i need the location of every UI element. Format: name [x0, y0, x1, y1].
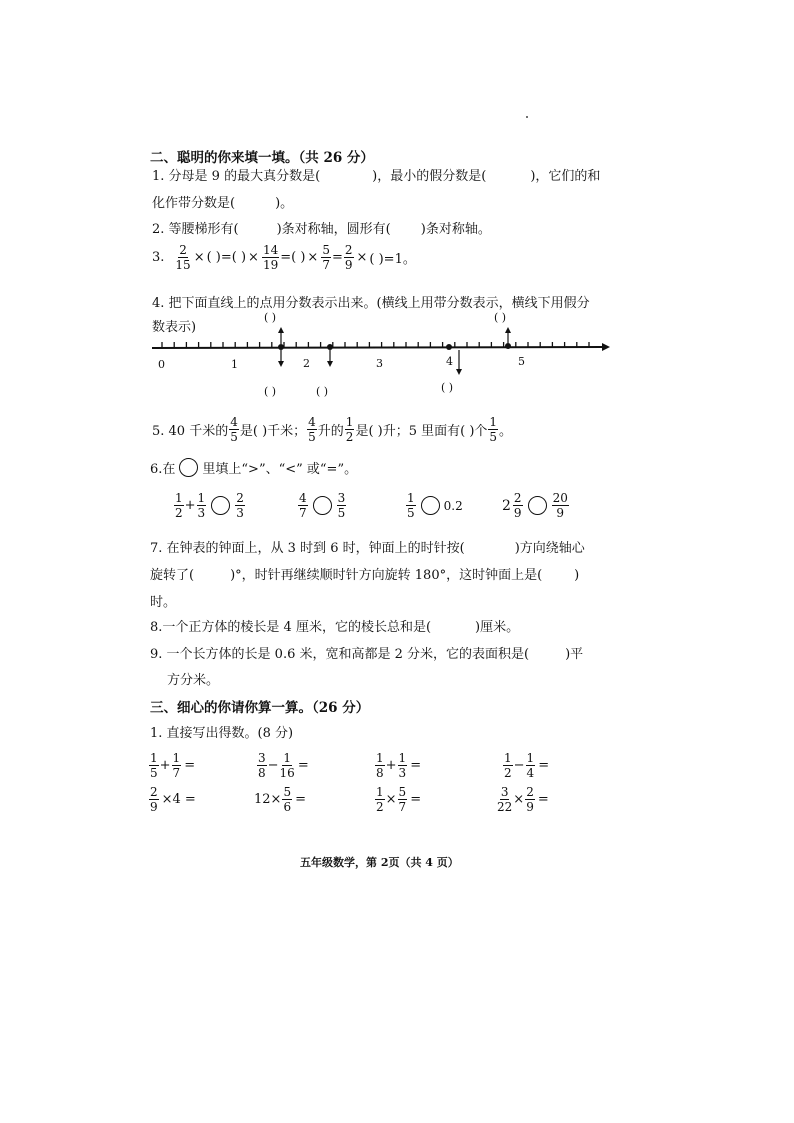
question-4-line-1: 4. 把下面直线上的点用分数表示出来。(横线上用带分数表示，横线下用假分	[152, 296, 590, 311]
compare-circle[interactable]	[211, 496, 230, 515]
fraction: $\frac{5}{7}$	[322, 243, 330, 272]
question-7-line-2: 旋转了( )°，时针再继续顺时针方向旋转 180°，这时钟面上是( )	[150, 568, 580, 583]
calc-1-2: $\frac{3}{8}$ − $\frac{1}{16}$ =	[258, 751, 309, 780]
arrow-up-icon	[278, 327, 284, 344]
arrow-up-icon	[505, 327, 511, 343]
question-9-line-1: 9. 一个长方体的长是 0.6 米，宽和高都是 2 分米，它的表面积是( )平	[150, 647, 584, 662]
arrow-down-icon	[327, 350, 333, 367]
compare-circle[interactable]	[421, 496, 440, 515]
compare-circle[interactable]	[313, 496, 332, 515]
fraction: $\frac{2}{9}$	[344, 243, 353, 272]
answer-blank-below-3: ( )	[441, 381, 454, 394]
compare-expression-3: $\frac{1}{5}$ 0.2	[407, 491, 463, 520]
fraction: $\frac{14}{19}$	[262, 243, 279, 272]
question-8: 8.一个正方体的棱长是 4 厘米，它的棱长总和是( )厘米。	[150, 620, 520, 635]
point-c	[446, 344, 452, 350]
answer-blank-below-2: ( )	[316, 385, 329, 398]
answer-blank-below-1: ( )	[264, 385, 277, 398]
tick-label-3: 3	[376, 357, 383, 370]
arrow-down-icon	[456, 350, 462, 375]
tick-label-5: 5	[518, 355, 525, 368]
tick-label-0: 0	[158, 358, 165, 371]
question-9-line-2: 方分米。	[167, 673, 220, 688]
fraction: $\frac{1}{5}$	[489, 415, 498, 444]
point-a	[278, 344, 284, 350]
tick-label-2: 2	[303, 357, 310, 370]
calc-2-1: $\frac{2}{9}$ ×4 =	[150, 785, 196, 814]
question-7-line-3: 时。	[150, 595, 177, 610]
answer-blank-above-1: ( )	[264, 311, 277, 324]
compare-expression-1: $\frac{1}{2}$ + $\frac{1}{3}$ $\frac{2}{3}$	[175, 491, 244, 520]
calc-1-4: $\frac{1}{2}$ − $\frac{1}{4}$ =	[504, 751, 550, 780]
fraction: $\frac{2}{15}$	[175, 243, 191, 272]
point-d	[505, 343, 511, 349]
compare-expression-4: 2 $\frac{2}{9}$ $\frac{20}{9}$	[502, 491, 568, 520]
section-3-title: 三、细心的你请你算一算。（26 分）	[150, 700, 370, 716]
calc-2-4: $\frac{3}{22}$ × $\frac{2}{9}$ =	[497, 785, 549, 814]
question-1-line-2: 化作带分数是( )。	[152, 196, 294, 211]
question-2: 2. 等腰梯形有( )条对称轴，圆形有( )条对称轴。	[152, 222, 491, 237]
fraction: $\frac{4}{5}$	[308, 415, 316, 444]
tick-label-1: 1	[231, 358, 238, 371]
number-line	[150, 300, 610, 405]
calc-2-2: 12× $\frac{5}{6}$ =	[254, 785, 306, 814]
question-3: 3. $\frac{2}{15}$ × ( )=( ) × $\frac{14}{19}$ =( ) × $\frac{5}{7}$ = $\frac{2}{9}$ × ( )=1。	[152, 243, 416, 272]
compare-expression-2: $\frac{4}{7}$ $\frac{3}{5}$	[299, 491, 346, 520]
question-7-line-1: 7. 在钟表的钟面上，从 3 时到 6 时，钟面上的时针按( )方向绕轴心	[150, 541, 585, 556]
compare-circle[interactable]	[528, 496, 547, 515]
question-5: 5. 40 千米的 $\frac{4}{5}$ 是( )千米； $\frac{4}{5}$ 升的 $\frac{1}{2}$ 是( )升；5 里面有( )个 $\frac{1}{5}$ 。	[152, 415, 513, 444]
section-3-subtitle: 1. 直接写出得数。(8 分)	[150, 726, 294, 741]
arrow-down-icon	[278, 350, 284, 367]
question-4-line-2: 数表示)	[152, 320, 197, 335]
fraction: $\frac{1}{2}$	[345, 415, 354, 444]
page-footer: 五年级数学，第 2页（共 4 页）	[300, 856, 459, 869]
fraction: $\frac{4}{5}$	[230, 415, 238, 444]
calc-2-3: $\frac{1}{2}$ × $\frac{5}{7}$ =	[376, 785, 422, 814]
question-1-line-1: 1. 分母是 9 的最大真分数是( )，最小的假分数是( )，它们的和	[152, 169, 601, 184]
scan-speck	[526, 116, 528, 118]
answer-blank-above-2: ( )	[494, 311, 507, 324]
point-b	[327, 344, 333, 350]
calc-1-1: $\frac{1}{5}$ + $\frac{1}{7}$ =	[150, 751, 196, 780]
question-6: 6.在 里填上“>”、“<” 或“=”。	[150, 458, 357, 477]
circle-icon	[179, 458, 198, 477]
section-2-title: 二、聪明的你来填一填。（共 26 分）	[150, 150, 374, 166]
tick-label-4: 4	[446, 355, 453, 368]
calc-1-3: $\frac{1}{8}$ + $\frac{1}{3}$ =	[376, 751, 422, 780]
